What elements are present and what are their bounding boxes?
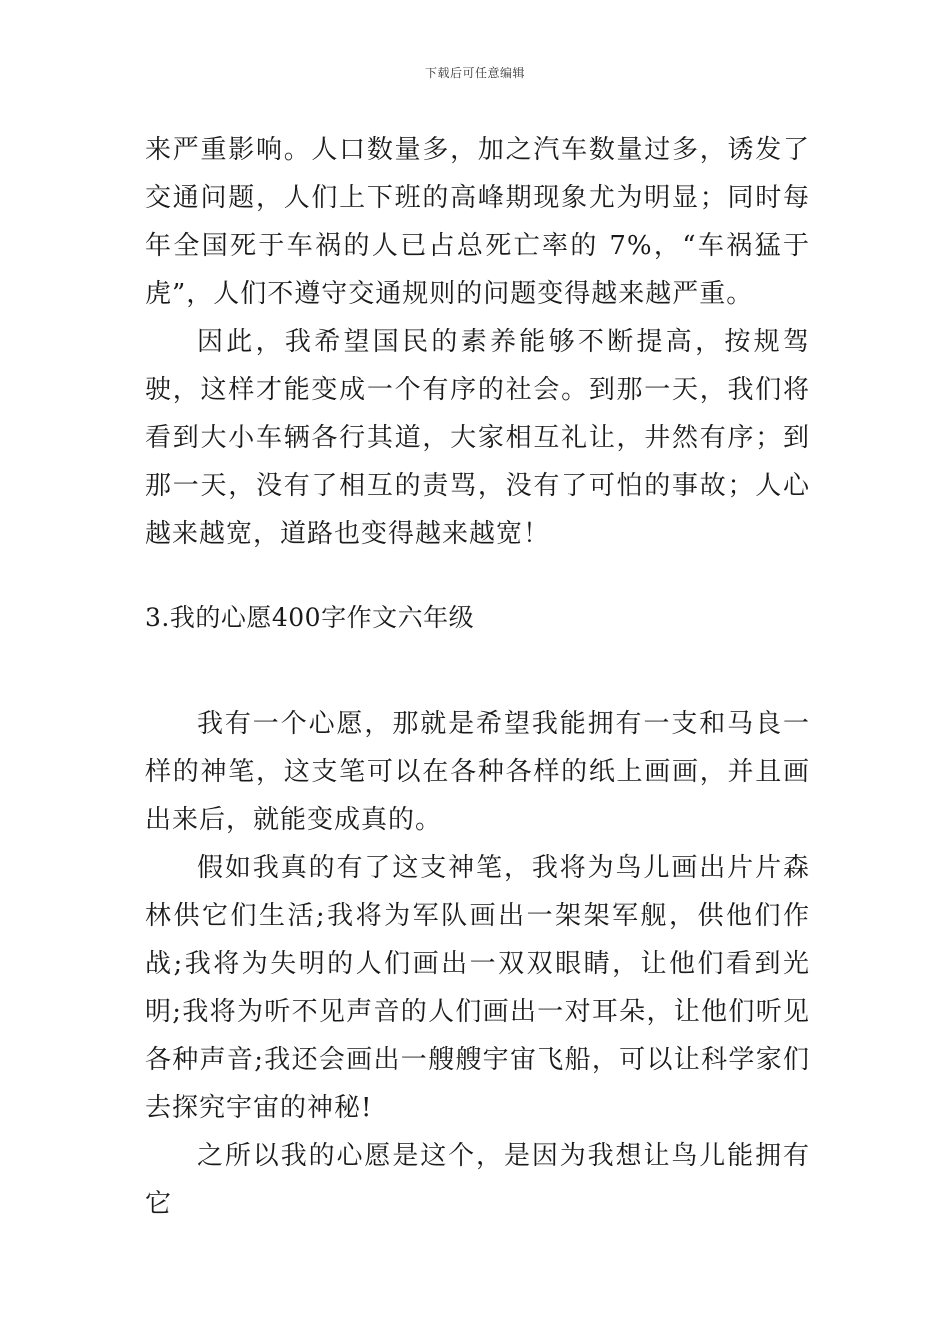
paragraph-traffic-problem: 来严重影响。人口数量多，加之汽车数量过多，诱发了交通问题，人们上下班的高峰期现象尤为明显；同时每年全国死于车祸的人已占总死亡率的 7%，“车祸猛于虎”，人们不遵守交通规则的问题变得越来越严重。 bbox=[145, 135, 810, 309]
paragraph-hope-orderly-society: 因此，我希望国民的素养能够不断提高，按规驾驶，这样才能变成一个有序的社会。到那一天，我们将看到大小车辆各行其道，大家相互礼让，井然有序；到那一天，没有了相互的责骂，没有了可怕的事故；人心越来越宽，道路也变得越来越宽！ bbox=[145, 327, 810, 549]
paragraph-wish-magic-pen: 我有一个心愿，那就是希望我能拥有一支和马良一样的神笔，这支笔可以在各种各样的纸上画画，并且画出来后，就能变成真的。 bbox=[145, 709, 810, 835]
paragraph-what-i-would-draw: 假如我真的有了这支神笔，我将为鸟儿画出片片森林供它们生活;我将为军队画出一架架军舰，供他们作战;我将为失明的人们画出一双双眼睛，让他们看到光明;我将为听不见声音的人们画出一对耳朵，让他们听见各种声音;我还会画出一艘艘宇宙飞船，可以让科学家们去探究宇宙的神秘! bbox=[145, 853, 810, 1123]
paragraph-reason: 之所以我的心愿是这个，是因为我想让鸟儿能拥有它 bbox=[145, 1141, 810, 1219]
header-note: 下载后可任意编辑 bbox=[424, 66, 525, 80]
document-body bbox=[145, 126, 810, 1228]
section-heading: 3.我的心愿400字作文六年级 bbox=[145, 603, 475, 632]
